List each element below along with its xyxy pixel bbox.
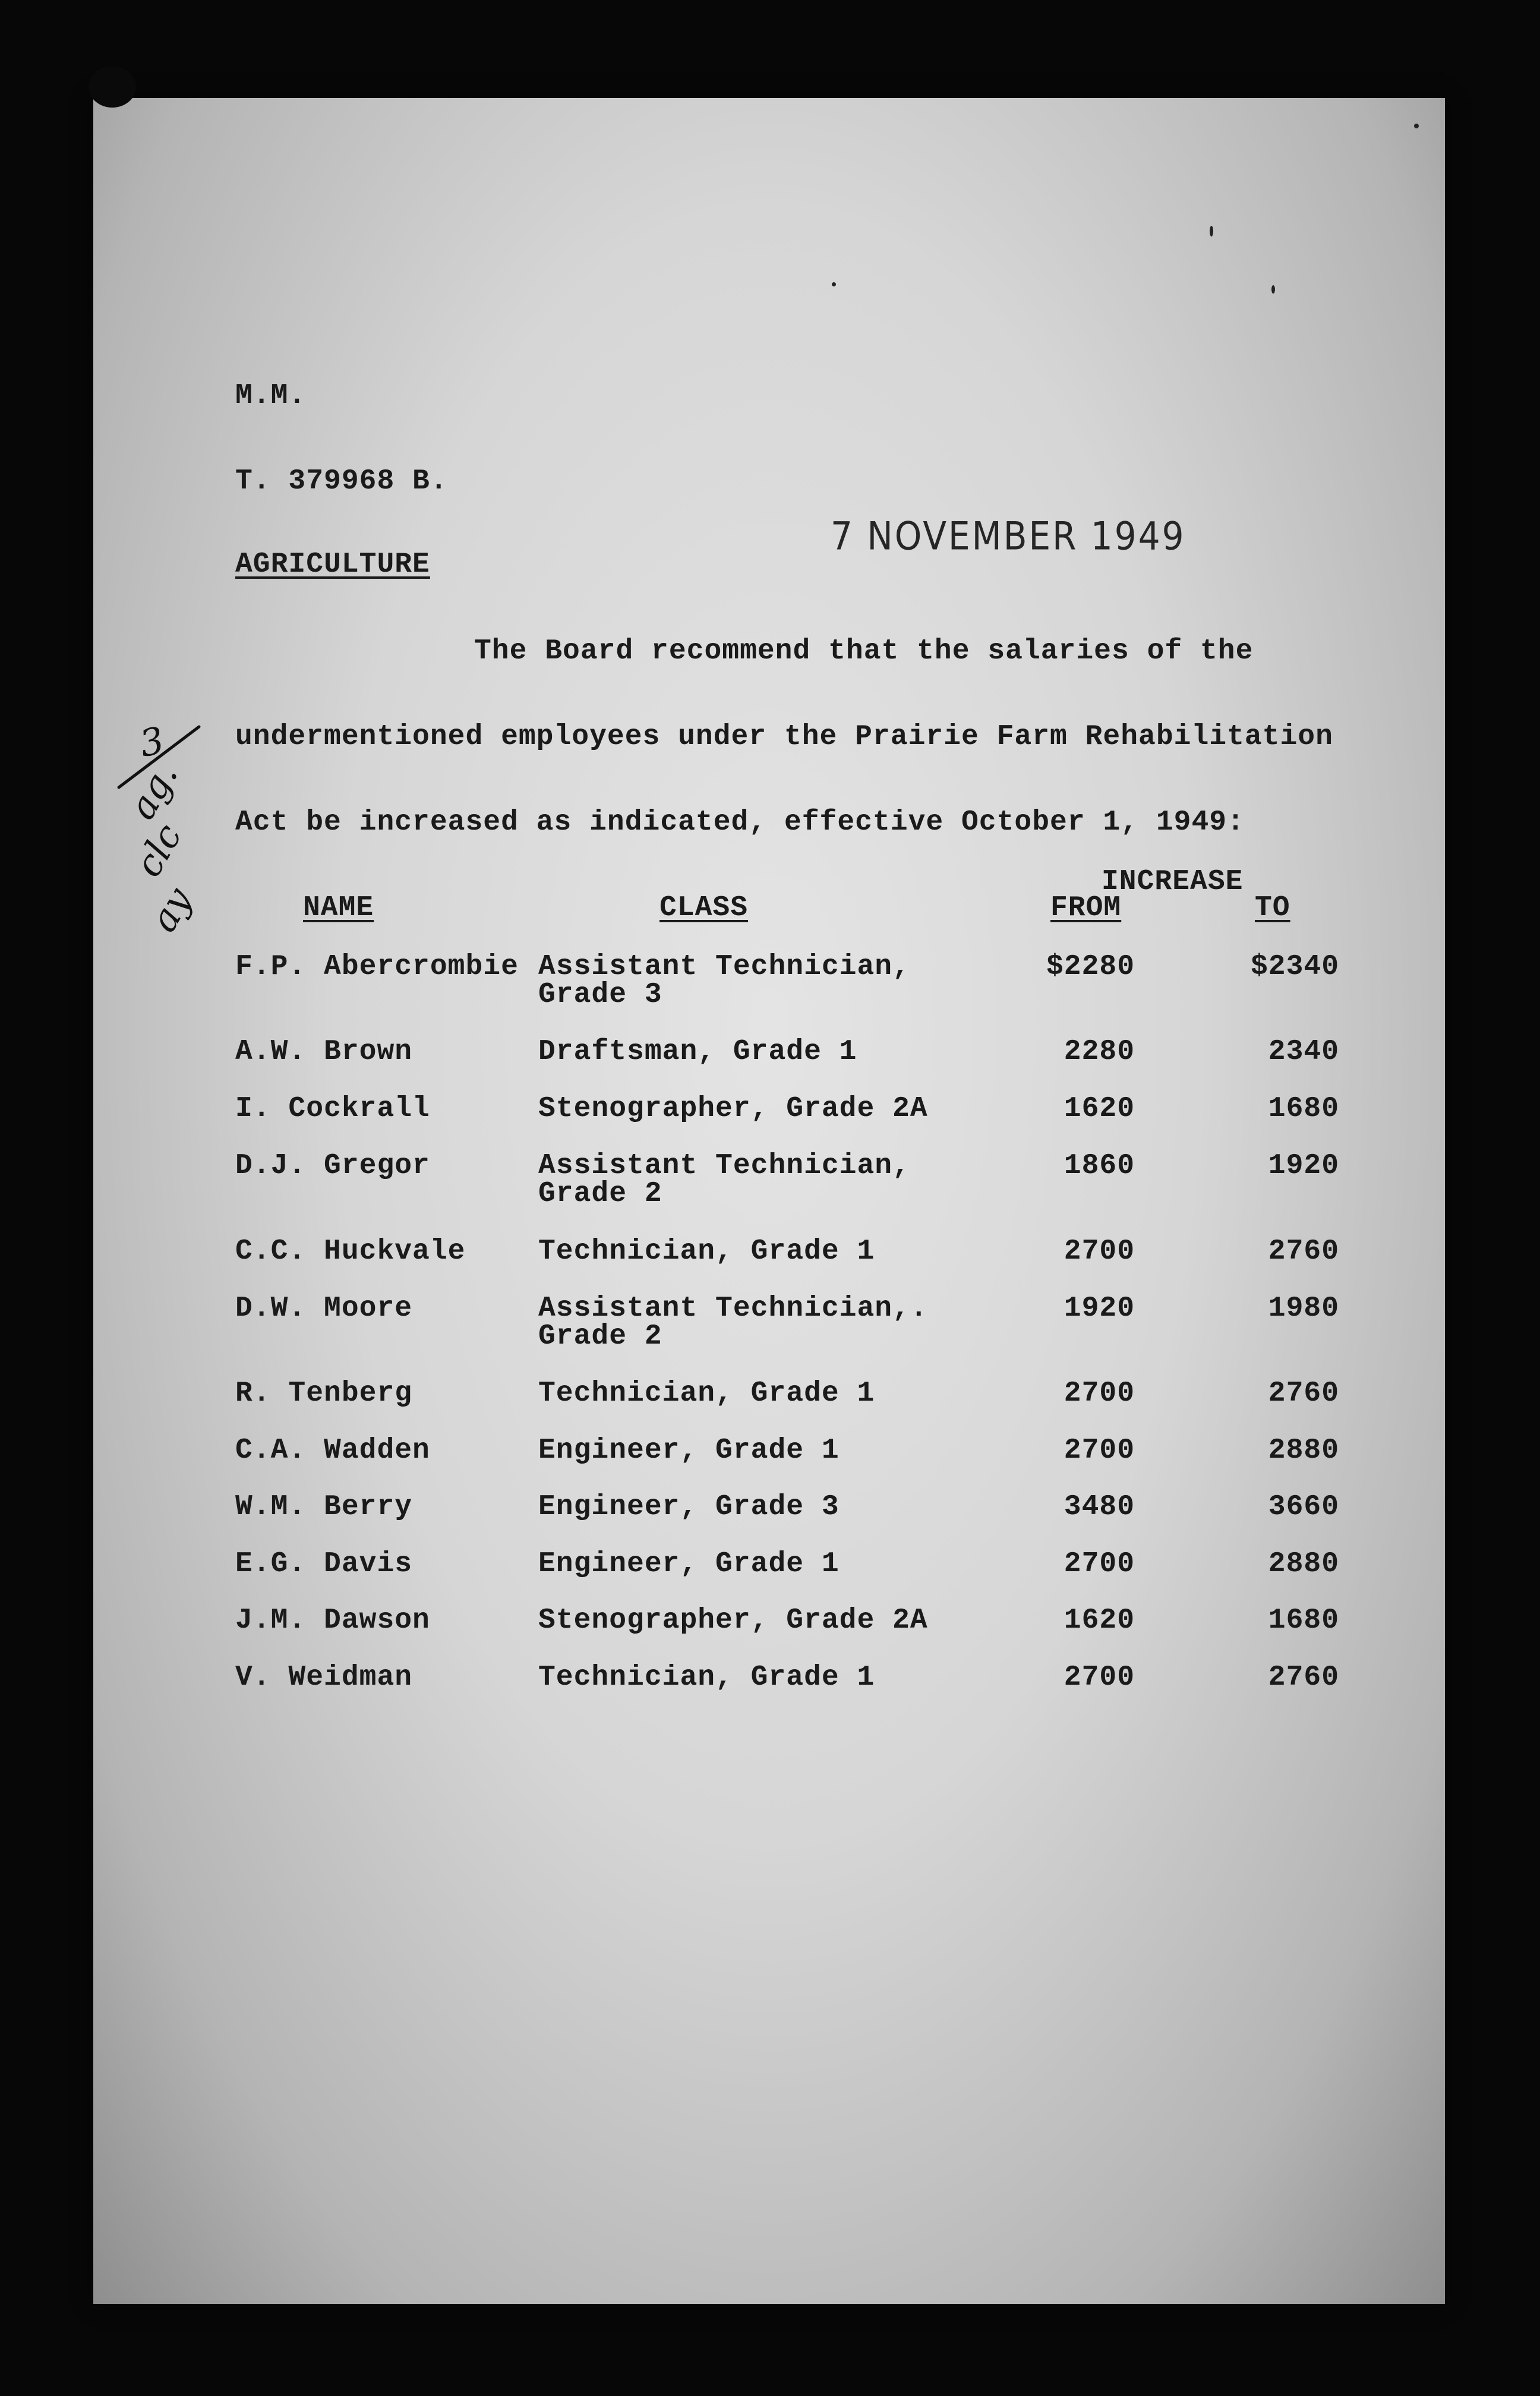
- salary-from: 2700: [1064, 1662, 1135, 1694]
- salary-from: 1920: [1064, 1292, 1135, 1325]
- employee-name: F.P. Abercrombie: [235, 951, 519, 983]
- salary-to: 1680: [1268, 1093, 1339, 1125]
- employee-name: D.W. Moore: [235, 1292, 413, 1325]
- salary-from: 1620: [1064, 1093, 1135, 1125]
- employee-class: Engineer, Grade 1: [538, 1435, 840, 1467]
- salary-to: 2760: [1268, 1377, 1339, 1410]
- employee-class: Draftsman, Grade 1: [538, 1036, 857, 1068]
- salary-to: 2880: [1268, 1435, 1339, 1467]
- header-class: CLASS: [659, 892, 749, 924]
- salary-to: 2760: [1268, 1662, 1339, 1694]
- department-heading: AGRICULTURE: [235, 548, 430, 581]
- employee-name: A.W. Brown: [235, 1036, 413, 1068]
- date-stamp: 7 NOVEMBER 1949: [831, 513, 1186, 559]
- employee-class-cont: Grade 3: [538, 979, 662, 1011]
- employee-name: I. Cockrall: [235, 1093, 430, 1125]
- salary-to: 1920: [1268, 1150, 1339, 1182]
- margin-note-line: ag.: [120, 755, 187, 827]
- header-name: NAME: [303, 892, 374, 924]
- salary-from: 2700: [1064, 1435, 1135, 1467]
- employee-name: R. Tenberg: [235, 1377, 413, 1410]
- body-line-3: Act be increased as indicated, effective October 1, 1949:: [235, 806, 1245, 838]
- scan-speck: [1414, 124, 1419, 128]
- employee-name: C.C. Huckvale: [235, 1235, 466, 1268]
- header-to: TO: [1255, 892, 1290, 924]
- scan-speck: [1271, 285, 1275, 294]
- salary-from: $2280: [1046, 951, 1135, 983]
- employee-class: Stenographer, Grade 2A: [538, 1604, 928, 1637]
- employee-name: D.J. Gregor: [235, 1150, 430, 1182]
- margin-note-line: ay: [141, 880, 201, 940]
- salary-from: 2700: [1064, 1548, 1135, 1580]
- employee-class: Technician, Grade 1: [538, 1377, 875, 1410]
- employee-class: Stenographer, Grade 2A: [538, 1093, 928, 1125]
- body-line-2: undermentioned employees under the Prairie Farm Rehabilitation: [235, 721, 1333, 753]
- header-from: FROM: [1050, 892, 1122, 924]
- salary-to: 3660: [1268, 1491, 1339, 1523]
- margin-note-line: 3: [135, 718, 168, 766]
- employee-class-cont: Grade 2: [538, 1178, 662, 1210]
- employee-name: W.M. Berry: [235, 1491, 413, 1523]
- salary-to: $2340: [1250, 951, 1339, 983]
- employee-class: Assistant Technician,.: [538, 1292, 928, 1325]
- employee-name: C.A. Wadden: [235, 1435, 430, 1467]
- body-line-1: The Board recommend that the salaries of the: [474, 635, 1254, 667]
- margin-note-line: clc: [126, 816, 191, 884]
- employee-class: Engineer, Grade 3: [538, 1491, 840, 1523]
- employee-class: Engineer, Grade 1: [538, 1548, 840, 1580]
- salary-to: 2340: [1268, 1036, 1339, 1068]
- employee-name: V. Weidman: [235, 1662, 413, 1694]
- initials: M.M.: [235, 380, 307, 412]
- salary-from: 3480: [1064, 1491, 1135, 1523]
- salary-to: 2760: [1268, 1235, 1339, 1268]
- employee-class-cont: Grade 2: [538, 1320, 662, 1353]
- punch-hole: [89, 66, 136, 108]
- header-increase: INCREASE: [1102, 866, 1244, 898]
- employee-class: Technician, Grade 1: [538, 1235, 875, 1268]
- employee-class: Technician, Grade 1: [538, 1662, 875, 1694]
- salary-from: 1860: [1064, 1150, 1135, 1182]
- employee-class: Assistant Technician,: [538, 1150, 910, 1182]
- reference-number: T. 379968 B.: [235, 465, 448, 497]
- salary-from: 2700: [1064, 1235, 1135, 1268]
- salary-from: 2280: [1064, 1036, 1135, 1068]
- salary-from: 2700: [1064, 1377, 1135, 1410]
- salary-to: 1680: [1268, 1604, 1339, 1637]
- document-page: [93, 98, 1445, 2304]
- employee-name: J.M. Dawson: [235, 1604, 430, 1637]
- employee-class: Assistant Technician,: [538, 951, 910, 983]
- scan-speck: [832, 282, 836, 286]
- salary-to: 2880: [1268, 1548, 1339, 1580]
- salary-to: 1980: [1268, 1292, 1339, 1325]
- employee-name: E.G. Davis: [235, 1548, 413, 1580]
- salary-from: 1620: [1064, 1604, 1135, 1637]
- scan-speck: [1210, 226, 1213, 237]
